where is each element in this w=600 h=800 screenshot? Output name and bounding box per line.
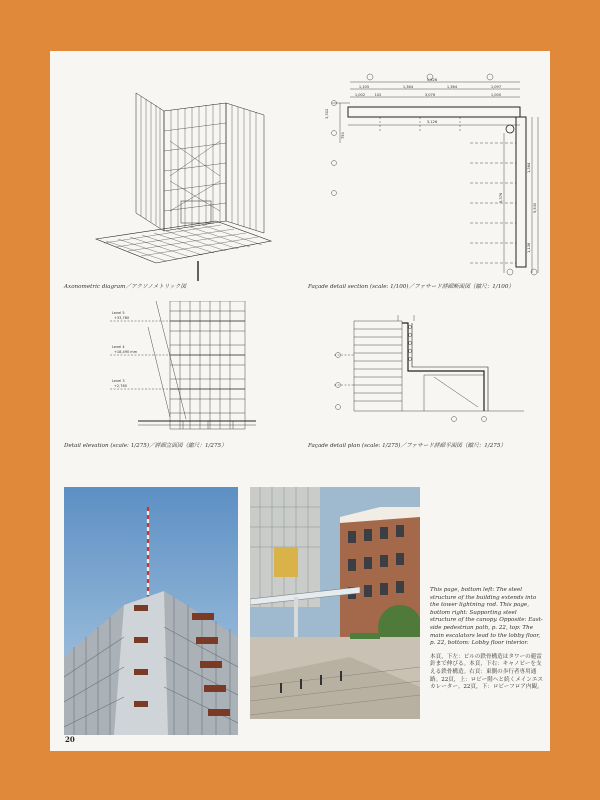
elevation-caption: Detail elevation (scale: 1/275)／詳細立面図（縮尺：1/275） xyxy=(64,443,227,449)
section-dim: 1,364 xyxy=(446,85,458,89)
section-dim: 3,302 xyxy=(325,108,329,119)
section-dim: 3,126 xyxy=(426,120,438,124)
elevation-level-name: Level 5 xyxy=(112,311,125,315)
magazine-page xyxy=(50,51,550,751)
section-dim: 5,526 xyxy=(426,78,438,82)
photo-caption-block xyxy=(430,587,544,692)
section-dim: 102 xyxy=(374,93,382,97)
photo-caption-english: This page, bottom left: The steel structure of the building extends into the tower lightning rod. This page, bottom right: Supporting steel structure of the canopy. Opposite: East-side pedestrian path, p. 22, top: The main escalators lead to the lobby floor, p. 22, bottom: Lobby floor interior. xyxy=(430,587,543,647)
section-dim: 1,097 xyxy=(490,85,502,89)
detail-elevation-drawing xyxy=(108,301,258,439)
elevation-level-value: +18,490 mm xyxy=(114,350,138,354)
plan-caption: Façade detail plan (scale: 1/275)／ファサード詳細平面図（縮尺：1/275） xyxy=(308,443,506,449)
section-dim: 3,076 xyxy=(424,93,436,97)
section-dim: 9,530 xyxy=(533,202,537,213)
facade-section-drawing xyxy=(320,73,544,278)
facade-plan-drawing xyxy=(334,315,524,427)
section-dim: 1,136 xyxy=(527,242,531,253)
section-dim: 1,364 xyxy=(527,162,531,173)
photo-caption-japanese: 本頁，下左：ビルの鉄骨構造はタワーの避雷針まで伸びる。本頁，下右：キャノピーを支える鉄骨構造。右頁：東側の歩行者専用通路。22頁，上：ロビー階へと続くメインエスカレーター。22頁，下：ロビーフロア内観。 xyxy=(430,653,544,691)
elevation-level-value: +2,760 xyxy=(114,384,127,388)
elevation-level-name: Level 3 xyxy=(112,379,125,383)
photo-tower-lightning-rod xyxy=(64,487,238,735)
page-number: 20 xyxy=(65,735,75,744)
section-dim: 1,364 xyxy=(402,85,414,89)
axonometric-diagram xyxy=(86,81,276,281)
section-dim: 750 xyxy=(341,132,345,139)
section-dim: 5,376 xyxy=(499,192,503,203)
elevation-level-value: +33,760 xyxy=(114,316,130,320)
section-dim: 1,002 xyxy=(354,93,366,97)
axonometric-caption: Axonometric diagram／アクソノメトリック図 xyxy=(64,284,187,290)
section-caption: Façade detail section (scale: 1/100)／ファサード詳細断面図（縮尺：1/100） xyxy=(308,284,514,290)
section-dim: 1,000 xyxy=(490,93,502,97)
section-dim: 1,105 xyxy=(358,85,370,89)
elevation-level-name: Level 4 xyxy=(112,345,125,349)
photo-canopy-plaza xyxy=(250,487,420,719)
